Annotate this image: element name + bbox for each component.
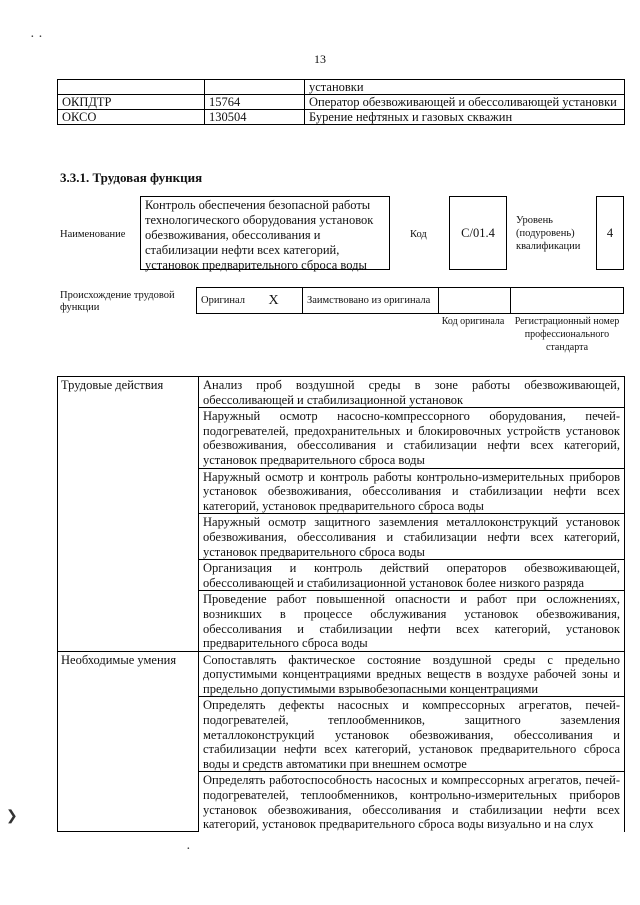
classifier-name: Оператор обезвоживающей и обессоливающей установки bbox=[305, 95, 625, 110]
classifier-name: установки bbox=[305, 80, 625, 95]
margin-mark-left: ❯ bbox=[6, 809, 18, 824]
qualification-level-label-text: Уровень (подуровень) квалификации bbox=[516, 215, 581, 252]
origin-label bbox=[60, 290, 192, 314]
margin-mark-bottom: · bbox=[186, 842, 191, 857]
table-row bbox=[58, 377, 625, 408]
qualification-level: 4 bbox=[596, 196, 624, 270]
labor-action-item: Наружный осмотр насосно-компрессорного оборудования, печей-подогревателей, предохранительных и блокировочных устройств установок обезвоживания, обессоливания и стабилизации нефти всех категорий, установок предварительного сброса воды bbox=[199, 408, 625, 468]
origin-reg-cell bbox=[511, 288, 624, 314]
classifier-value bbox=[205, 80, 305, 95]
origin-original-mark: X bbox=[265, 288, 303, 314]
classifier-code: ОКСО bbox=[58, 110, 205, 125]
labor-action-item: Наружный осмотр защитного заземления металлоконструкций установок обезвоживания, обессоливания и стабилизации нефти всех категорий, установок предварительного сброса воды bbox=[199, 514, 625, 560]
labor-action-item: Проведение работ повышенной опасности и работ при осложнениях, возникших в процессе обслуживания установок обезвоживания, обессоливания и стабилизации нефти всех категорий, установок предварительного сброса воды bbox=[199, 591, 625, 651]
function-code: С/01.4 bbox=[449, 196, 507, 270]
required-skill-item: Сопоставлять фактическое состояние воздушной среды с предельно допустимыми концентрациями вредных веществ в воздухе рабочей зоны и предельно допустимыми взрывобезопасными концентрациями bbox=[199, 651, 625, 697]
margin-mark-top: · · bbox=[30, 30, 43, 45]
function-code-label: Код bbox=[410, 229, 427, 240]
origin-borrowed-label: Заимствовано из оригинала bbox=[303, 288, 439, 314]
section-title: 3.3.1. Трудовая функция bbox=[60, 170, 203, 185]
origin-code-cell bbox=[439, 288, 511, 314]
classifier-code bbox=[58, 80, 205, 95]
classifier-table bbox=[57, 79, 625, 125]
classifier-value: 15764 bbox=[205, 95, 305, 110]
classifier-code: ОКПДТР bbox=[58, 95, 205, 110]
labor-action-item: Организация и контроль действий операторов обезвоживающей, обессоливающей и стабилизационной установок более низкого разряда bbox=[199, 560, 625, 591]
table-row bbox=[58, 95, 625, 110]
function-details-table bbox=[57, 376, 625, 832]
origin-code-caption: Код оригинала bbox=[441, 316, 505, 327]
origin-table bbox=[196, 287, 624, 314]
function-name: Контроль обеспечения безопасной работы технологического оборудования установок обезвоживания, обессоливания и стабилизации нефти всех категорий, установок предварительного сброса воды bbox=[140, 196, 390, 270]
classifier-value: 130504 bbox=[205, 110, 305, 125]
labor-action-item: Наружный осмотр и контроль работы контрольно-измерительных приборов установок обезвоживания, обессоливания и стабилизации нефти всех категорий, установок предварительного сброса воды bbox=[199, 468, 625, 514]
table-row bbox=[197, 288, 624, 314]
origin-reg-caption: Регистрационный номер профессионального стандарта bbox=[514, 316, 620, 353]
labor-actions-label: Трудовые действия bbox=[58, 377, 199, 652]
function-name-label: Наименование bbox=[60, 229, 126, 240]
classifier-name: Бурение нефтяных и газовых скважин bbox=[305, 110, 625, 125]
page-number: 13 bbox=[314, 52, 326, 66]
labor-action-item: Анализ проб воздушной среды в зоне работы обезвоживающей, обессоливающей и стабилизационной установок bbox=[199, 377, 625, 408]
required-skills-label: Необходимые умения bbox=[58, 651, 199, 832]
table-row bbox=[58, 651, 625, 697]
qualification-level-label bbox=[516, 214, 586, 253]
origin-original-label: Оригинал bbox=[197, 288, 265, 314]
table-row bbox=[58, 110, 625, 125]
required-skill-item: Определять дефекты насосных и компрессорных агрегатов, печей-подогревателей, теплообменников, защитного заземления металлоконструкций установок обезвоживания, обессоливания и стабилизации нефти всех категорий, установок предварительного сброса воды и средств автоматики при внешнем осмотре bbox=[199, 697, 625, 772]
origin-label-text: Происхождение трудовой функции bbox=[60, 290, 175, 313]
required-skill-item: Определять работоспособность насосных и компрессорных агрегатов, печей-подогревателей, теплообменников, контрольно-измерительных приборов установок обезвоживания, обессоливания и стабилизации нефти всех категорий, установок предварительного сброса воды визуально и на слух bbox=[199, 772, 625, 832]
table-row bbox=[58, 80, 625, 95]
